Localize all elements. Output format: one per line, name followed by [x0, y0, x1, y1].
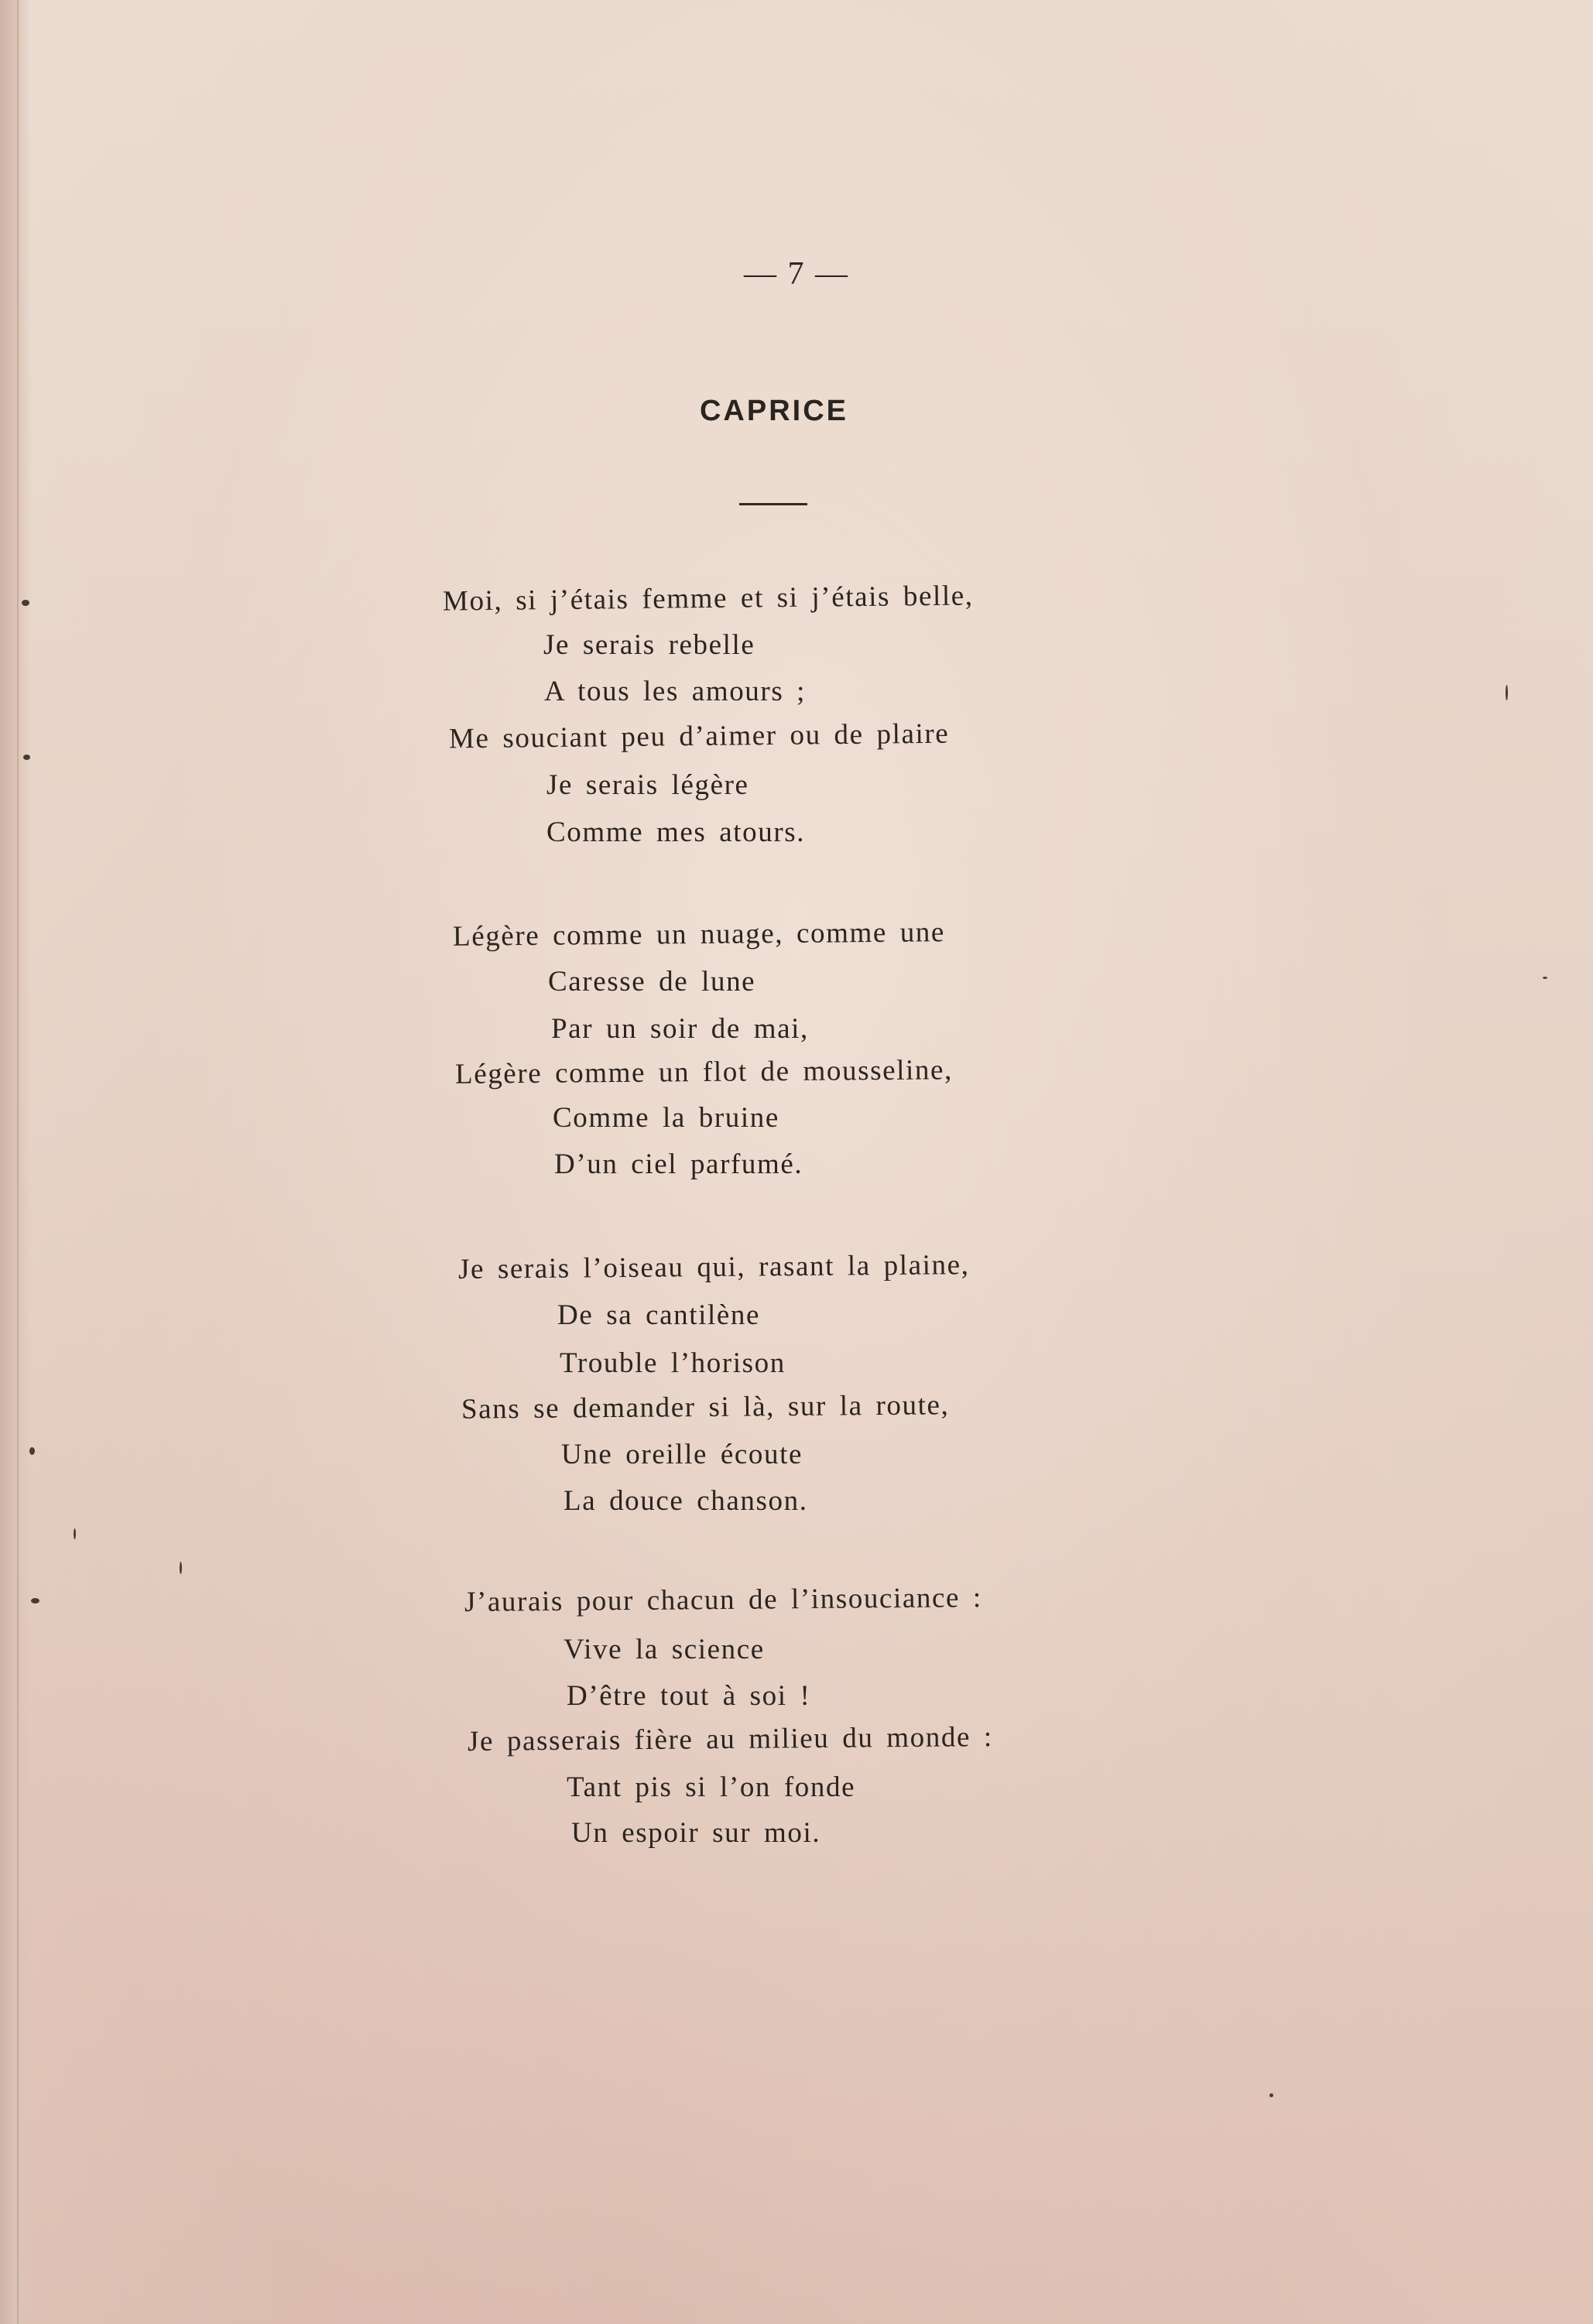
poem-line: Une oreille écoute [561, 1439, 803, 1470]
poem-line: Moi, si j’étais femme et si j’étais belle, [442, 580, 974, 618]
poem-line: Je serais légère [546, 769, 749, 801]
poem-line: Je passerais fière au milieu du monde : [467, 1721, 993, 1758]
poem-line: Tant pis si l’on fonde [567, 1771, 856, 1803]
poem-line: Je serais l’oiseau qui, rasant la plaine, [457, 1249, 970, 1285]
poem-line: Me souciant peu d’aimer ou de plaire [448, 717, 950, 755]
poem-line: Trouble l’horison [560, 1347, 786, 1379]
poem-line: D’un ciel parfumé. [554, 1148, 803, 1180]
poem-line: Légère comme un flot de mousseline, [454, 1054, 954, 1090]
poem-line: Vive la science [564, 1634, 765, 1665]
poem-line: D’être tout à soi ! [567, 1680, 811, 1712]
poem-line: Comme la bruine [553, 1102, 779, 1134]
poem-line: La douce chanson. [564, 1485, 808, 1517]
poem-line: J’aurais pour chacun de l’insouciance : [464, 1582, 982, 1618]
page-number: — 7 — [744, 256, 849, 292]
poem-title: CAPRICE [699, 395, 849, 427]
poem-line: Un espoir sur moi. [571, 1817, 821, 1849]
poem-line: Par un soir de mai, [551, 1013, 809, 1045]
poem-line: Légère comme un nuage, comme une [452, 916, 946, 953]
poem-line: Sans se demander si là, sur la route, [461, 1389, 950, 1426]
poem-line: Caresse de lune [548, 966, 756, 998]
poem-line: De sa cantilène [557, 1299, 760, 1331]
poem-line: Comme mes atours. [546, 816, 806, 848]
poem-line: Je serais rebelle [543, 629, 755, 661]
poem-line: A tous les amours ; [544, 676, 807, 707]
